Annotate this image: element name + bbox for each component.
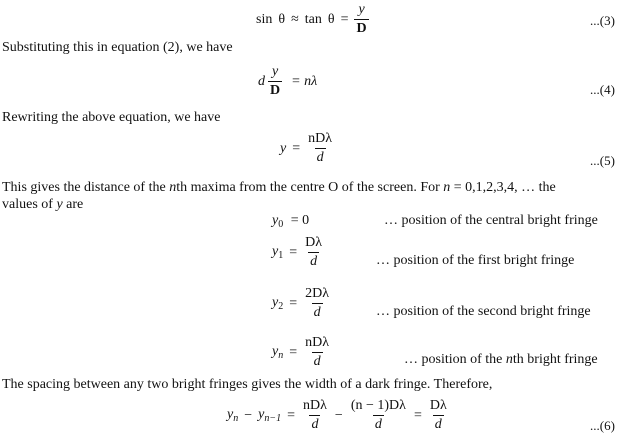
fringen-equals: = — [289, 344, 298, 360]
para-line1-b: th maxima from the centre O of the screen. For — [176, 180, 444, 195]
eq3-approx: ≈ — [291, 11, 299, 27]
para-line-1 — [2, 180, 556, 196]
eq5-fraction — [306, 131, 334, 166]
eq3-theta: θ — [278, 11, 286, 27]
eq3-denominator: D — [356, 21, 367, 36]
equation-4 — [258, 64, 317, 99]
fringe2-denominator: d — [313, 305, 321, 320]
fringen-denominator: d — [313, 354, 321, 369]
eq6-number: ...(6) — [590, 418, 615, 433]
para-line2-y: y — [56, 197, 63, 212]
eq6-minus-2: − — [334, 407, 343, 423]
para-line2-a: values of — [2, 197, 57, 212]
eq3-equals: = — [340, 11, 349, 27]
eq6-frac1-num: nDλ — [303, 398, 327, 413]
eq4-denominator: D — [270, 83, 281, 98]
eq3-sin: sin — [256, 11, 273, 27]
para-line1-n: n — [169, 180, 177, 195]
para-line1-a: This gives the distance of the — [2, 180, 170, 195]
fringen-desc-a: … position of the — [404, 352, 506, 367]
eq5-equals: = — [292, 140, 301, 156]
fringen-var: y — [272, 344, 279, 359]
para-line1-n2: n — [443, 180, 451, 195]
eq6-sub-b: n−1 — [264, 413, 282, 424]
fringe-row-n — [272, 335, 331, 370]
fringe1-var: y — [272, 244, 279, 259]
fringe2-var: y — [272, 295, 279, 310]
eq3-number: ...(3) — [590, 13, 615, 28]
fringe1-equals: = — [289, 244, 298, 260]
eq4-number: ...(4) — [590, 82, 615, 97]
eq3-tan: tan — [304, 11, 322, 27]
fringe-row-1 — [272, 235, 324, 270]
equation-3 — [256, 2, 369, 37]
equation-6 — [227, 398, 449, 433]
fringen-fraction — [303, 335, 331, 370]
eq6-equals: = — [287, 407, 295, 423]
fringe0-value: = 0 — [290, 213, 310, 228]
para-line1-c: = 0,1,2,3,4, … the — [450, 180, 556, 195]
eq4-d: d — [258, 73, 265, 89]
fringe0-desc: … position of the central bright fringe — [384, 213, 598, 228]
fringe1-numerator: Dλ — [305, 235, 323, 250]
eq5-number: ...(5) — [590, 153, 615, 168]
eq6-sub-a: n — [233, 413, 239, 424]
fringe0-sub: 0 — [278, 219, 284, 230]
eq6-frac3-num: Dλ — [429, 398, 447, 413]
fringe2-numerator: 2Dλ — [305, 286, 330, 301]
fringe0-var: y — [272, 213, 279, 228]
eq3-numerator: y — [358, 2, 365, 17]
fringen-desc-n: n — [505, 352, 513, 367]
eq5-y: y — [280, 140, 287, 156]
fringe-row-2 — [272, 286, 331, 321]
eq6-ya: y — [227, 407, 234, 422]
fringe2-sub: 2 — [278, 301, 284, 312]
fringen-desc-b: th bright fringe — [512, 352, 598, 367]
fringen-numerator: nDλ — [305, 335, 330, 350]
eq6-yb: y — [258, 407, 265, 422]
fringe2-desc: … position of the second bright fringe — [376, 304, 591, 319]
eq5-numerator: nDλ — [308, 131, 333, 146]
eq4-rhs: = nλ — [291, 73, 318, 89]
fringe2-fraction — [303, 286, 331, 321]
eq3-theta-2: θ — [327, 11, 335, 27]
equation-5 — [280, 131, 334, 166]
fringe1-desc: … position of the first bright fringe — [376, 253, 575, 268]
eq5-denominator: d — [316, 150, 324, 165]
eq6-fraction-3 — [428, 398, 449, 433]
eq6-fraction-1 — [301, 398, 329, 433]
eq6-frac3-den: d — [434, 417, 442, 432]
eq3-fraction — [354, 2, 368, 37]
fringen-desc — [404, 352, 598, 368]
fringen-sub: n — [278, 350, 284, 361]
eq6-equals-2: = — [413, 407, 422, 423]
text-substituting: Substituting this in equation (2), we have — [2, 40, 233, 55]
fringe1-denominator: d — [310, 254, 318, 269]
eq6-fraction-2 — [349, 398, 408, 433]
text-rewriting: Rewriting the above equation, we have — [2, 110, 221, 125]
text-spacing: The spacing between any two bright fringes gives the width of a dark fringe. Therefore, — [2, 377, 493, 392]
eq6-frac1-den: d — [311, 417, 319, 432]
para-line-2 — [2, 197, 83, 213]
eq6-frac2-num: (n − 1)Dλ — [350, 398, 406, 413]
fringe1-sub: 1 — [278, 250, 284, 261]
para-line2-b: are — [62, 197, 84, 212]
eq4-numerator: y — [271, 64, 279, 79]
fringe2-equals: = — [289, 295, 298, 311]
eq6-minus: − — [244, 407, 253, 423]
fringe1-fraction — [303, 235, 324, 270]
eq4-fraction — [268, 64, 282, 99]
eq6-frac2-den: d — [374, 417, 382, 432]
fringe-row-0 — [272, 213, 309, 230]
